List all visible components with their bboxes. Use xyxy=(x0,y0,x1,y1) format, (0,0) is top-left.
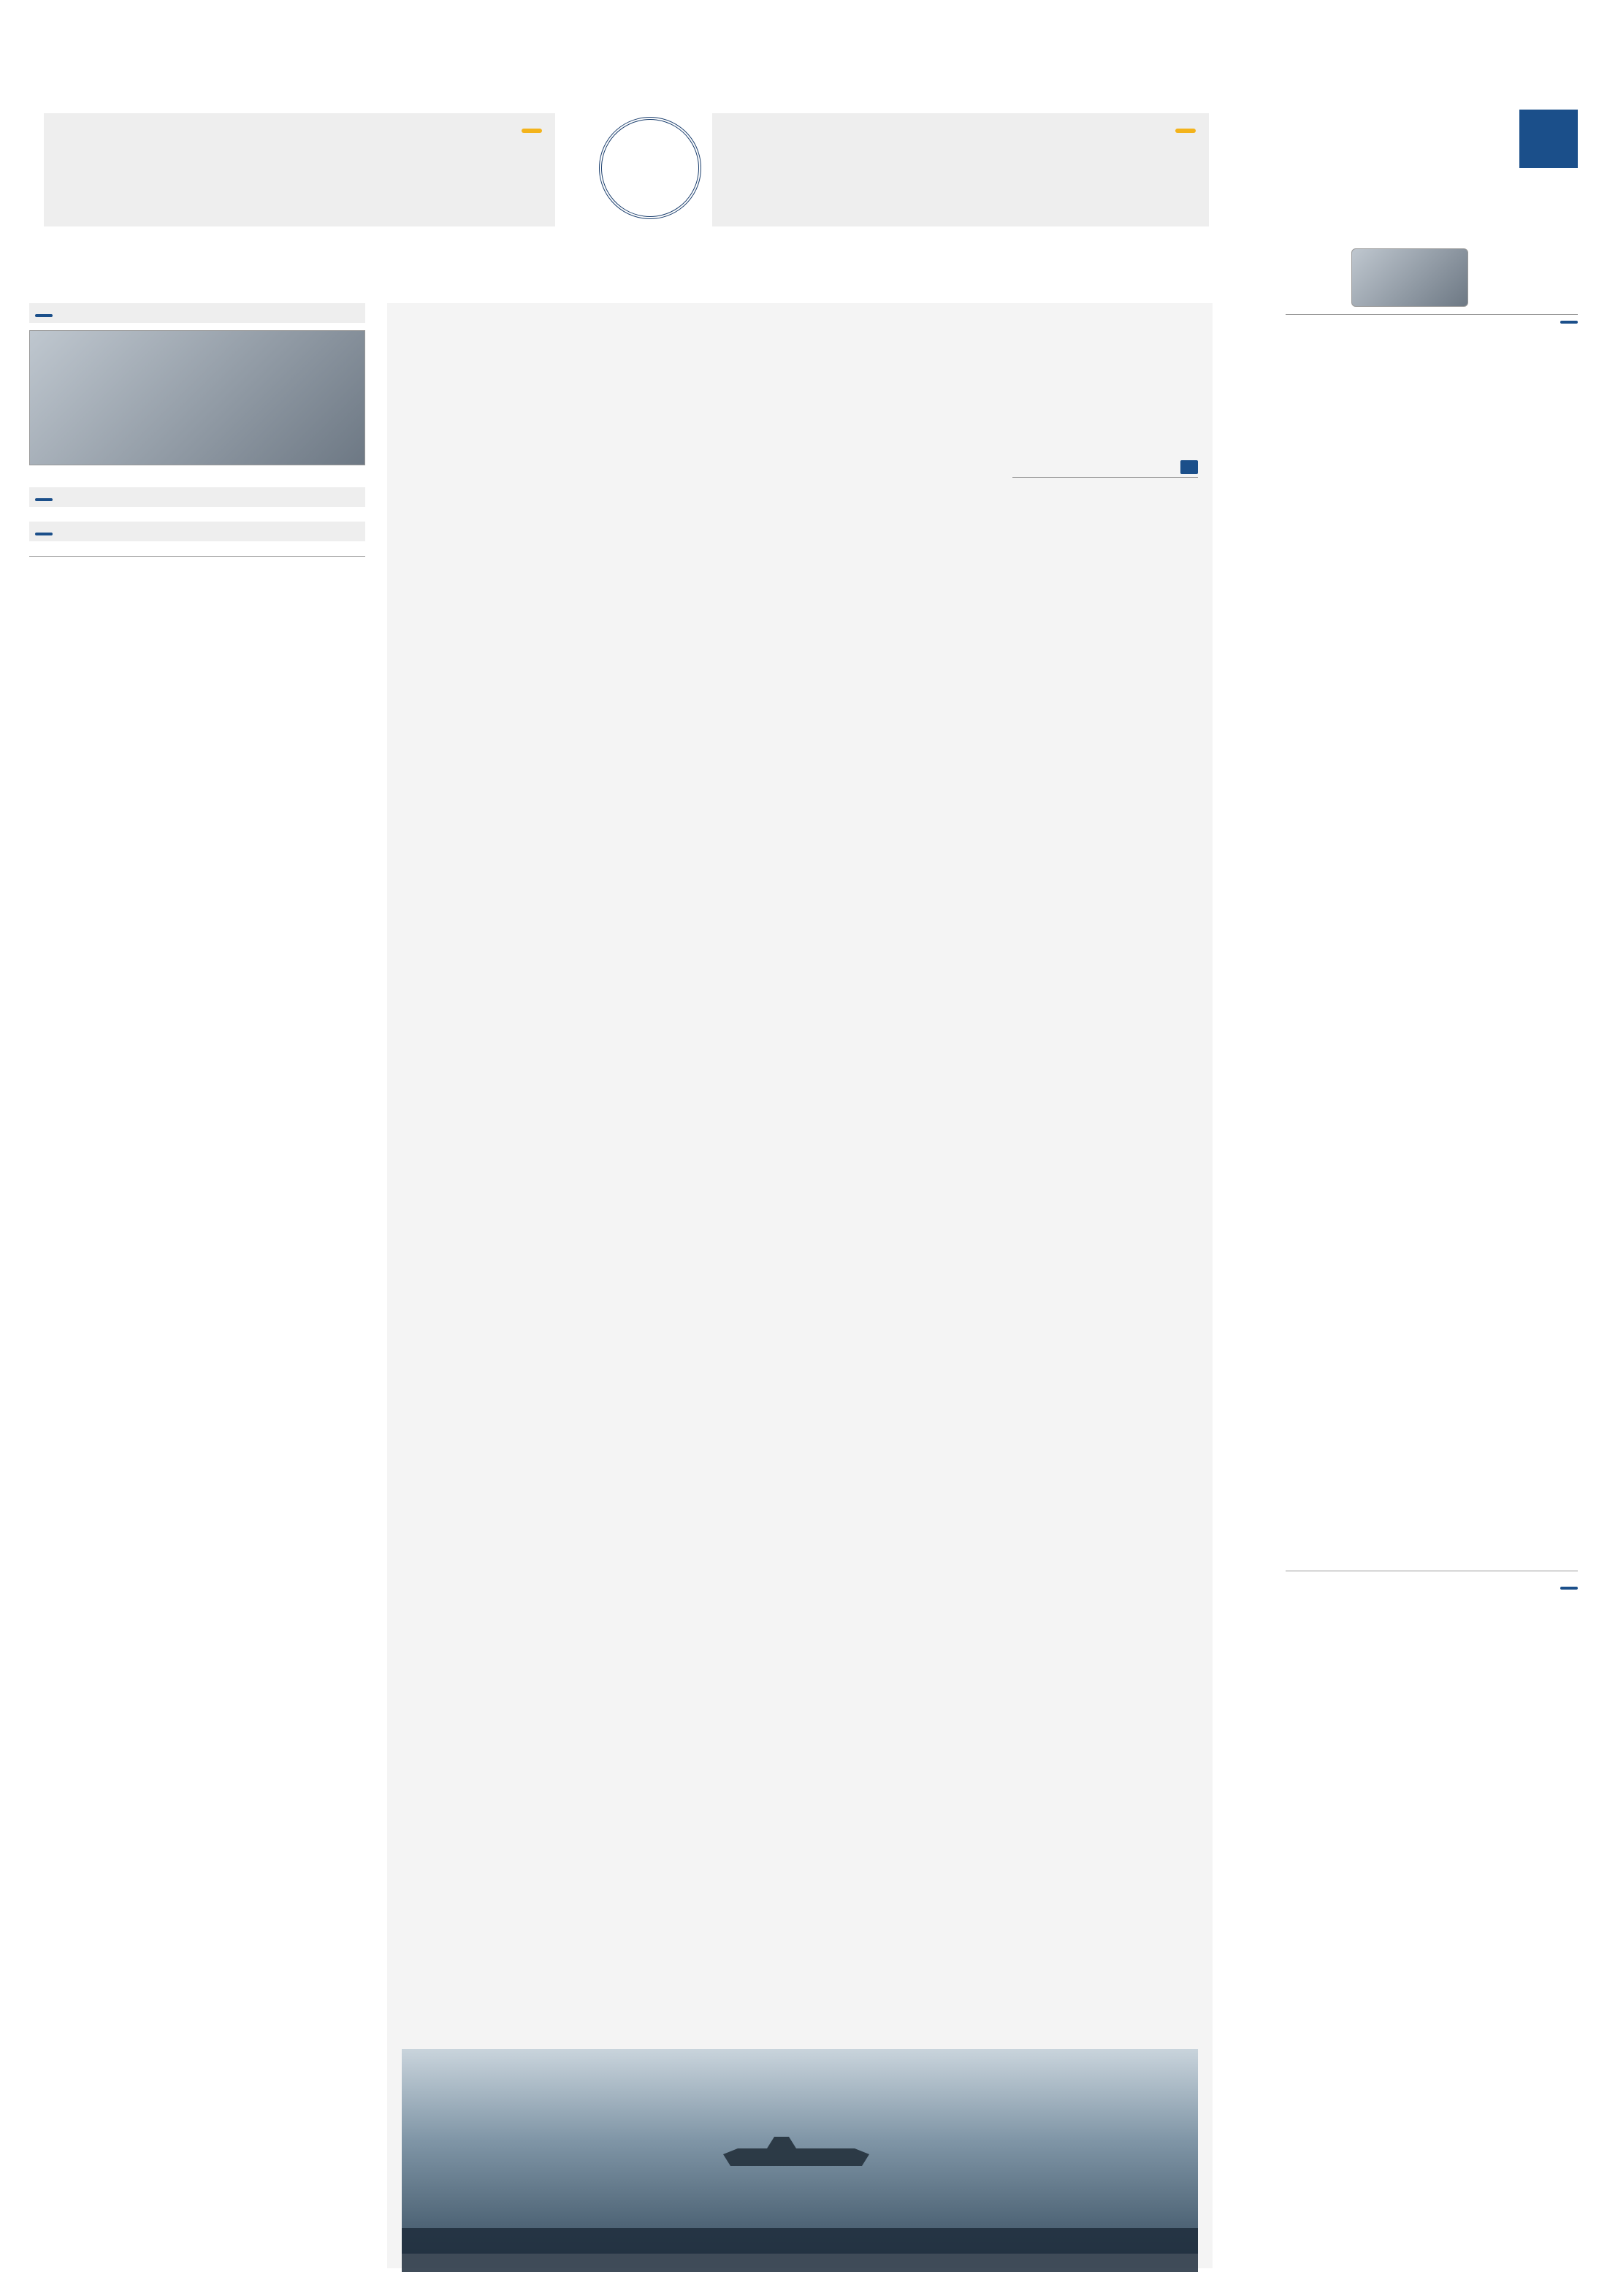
page-number xyxy=(1519,110,1578,168)
top-news-center-kicker xyxy=(1175,129,1196,133)
leader-news xyxy=(29,303,365,465)
diplomacy-news xyxy=(29,522,365,541)
labor-report xyxy=(1286,1571,1578,1603)
stamp xyxy=(588,106,712,230)
diplomacy-tag xyxy=(35,533,53,535)
message-points xyxy=(402,2005,1198,2173)
leader-photo xyxy=(29,330,365,465)
editorial-tag xyxy=(1560,321,1578,324)
leader-tag xyxy=(35,314,53,317)
intro-columns xyxy=(402,460,1198,628)
newsmakers-tag xyxy=(35,498,53,501)
left-sidebar xyxy=(29,303,365,573)
masthead xyxy=(1286,110,1578,256)
top-news-left xyxy=(44,113,555,226)
messages-banner xyxy=(402,2228,1198,2272)
report-tag xyxy=(1180,460,1198,474)
intro-col-4 xyxy=(402,460,588,628)
turkmen-news xyxy=(29,556,365,567)
main-feature xyxy=(387,303,1213,2268)
author-photo xyxy=(1351,248,1468,307)
editorial xyxy=(1286,248,1578,332)
intro-col-3 xyxy=(606,460,792,628)
intro-col-2 xyxy=(809,460,995,628)
top-news-center xyxy=(712,113,1209,226)
top-news-left-kicker xyxy=(522,129,542,133)
stamp-text xyxy=(614,159,685,177)
labor-report-tag xyxy=(1560,1587,1578,1590)
